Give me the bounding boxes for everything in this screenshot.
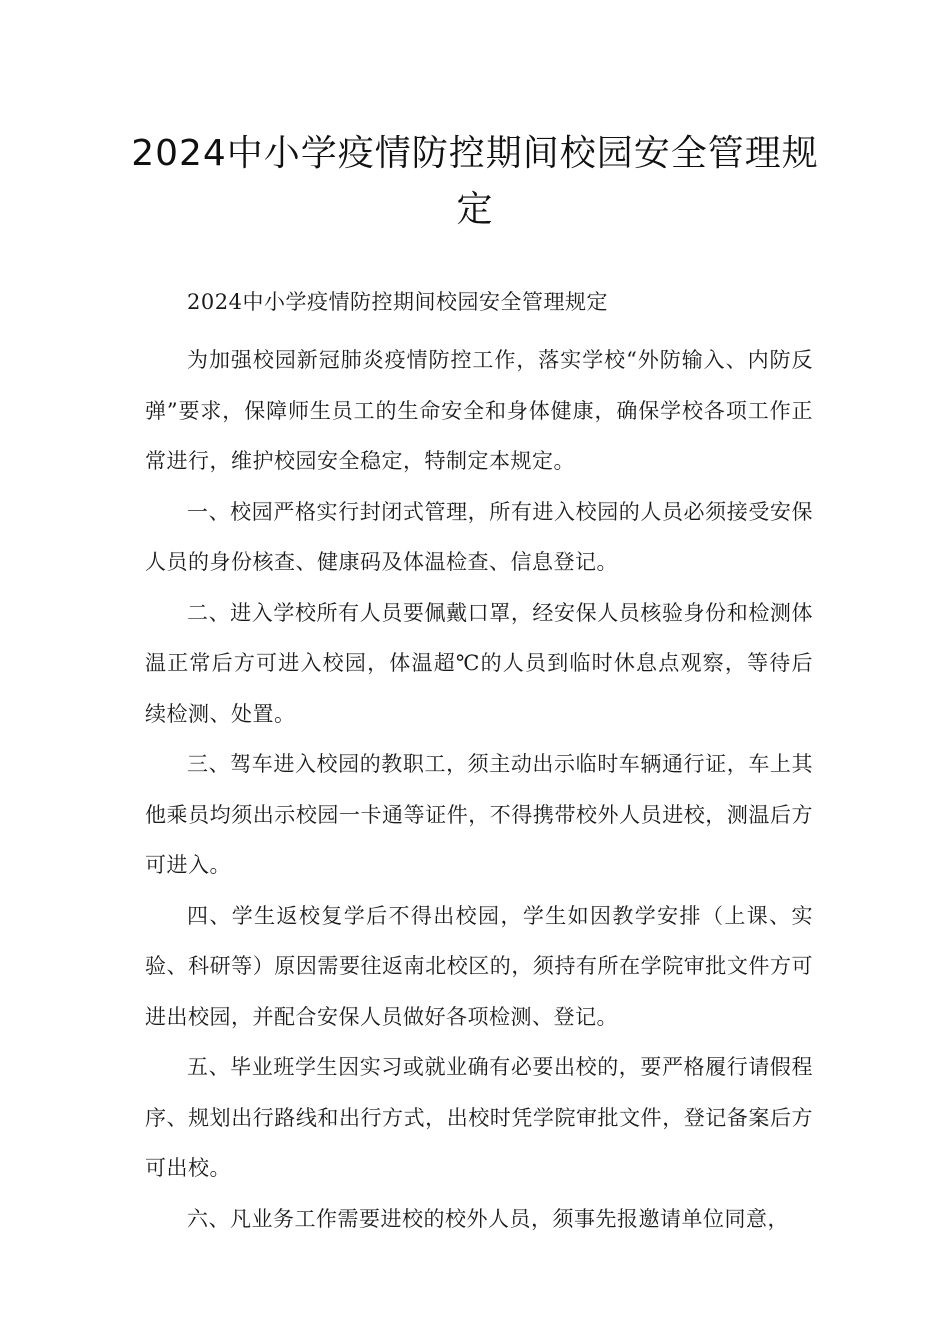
paragraph-item-4: 四、学生返校复学后不得出校园，学生如因教学安排（上课、实验、科研等）原因需要往返南北校区的，须持有所在学院审批文件方可进出校园，并配合安保人员做好各项检测、登记。 [145, 903, 813, 1029]
paragraph-item-2: 二、进入学校所有人员要佩戴口罩，经安保人员核验身份和检测体温正常后方可进入校园，体温超℃的人员到临时休息点观察，等待后续检测、处置。 [145, 600, 813, 726]
document-subtitle: 2024中小学疫情防控期间校园安全管理规定 [187, 290, 608, 314]
paragraph-item-5: 五、毕业班学生因实习或就业确有必要出校的，要严格履行请假程序、规划出行路线和出行方式，出校时凭学院审批文件，登记备案后方可出校。 [145, 1055, 813, 1180]
paragraph-item-1: 一、校园严格实行封闭式管理，所有进入校园的人员必须接受安保人员的身份核查、健康码及体温检查、信息登记。 [145, 499, 813, 574]
document-title: 2024中小学疫情防控期间校园安全管理规定 [131, 133, 819, 230]
paragraph-item-6: 六、凡业务工作需要进校的校外人员，须事先报邀请单位同意， [187, 1206, 789, 1231]
document-body [145, 283, 813, 1244]
paragraph-item-3: 三、驾车进入校园的教职工，须主动出示临时车辆通行证，车上其他乘员均须出示校园一卡通等证件，不得携带校外人员进校，测温后方可进入。 [145, 752, 813, 877]
paragraph-intro: 为加强校园新冠肺炎疫情防控工作，落实学校“外防输入、内防反弹”要求，保障师生员工的生命安全和身体健康，确保学校各项工作正常进行，维护校园安全稳定，特制定本规定。 [145, 348, 813, 473]
